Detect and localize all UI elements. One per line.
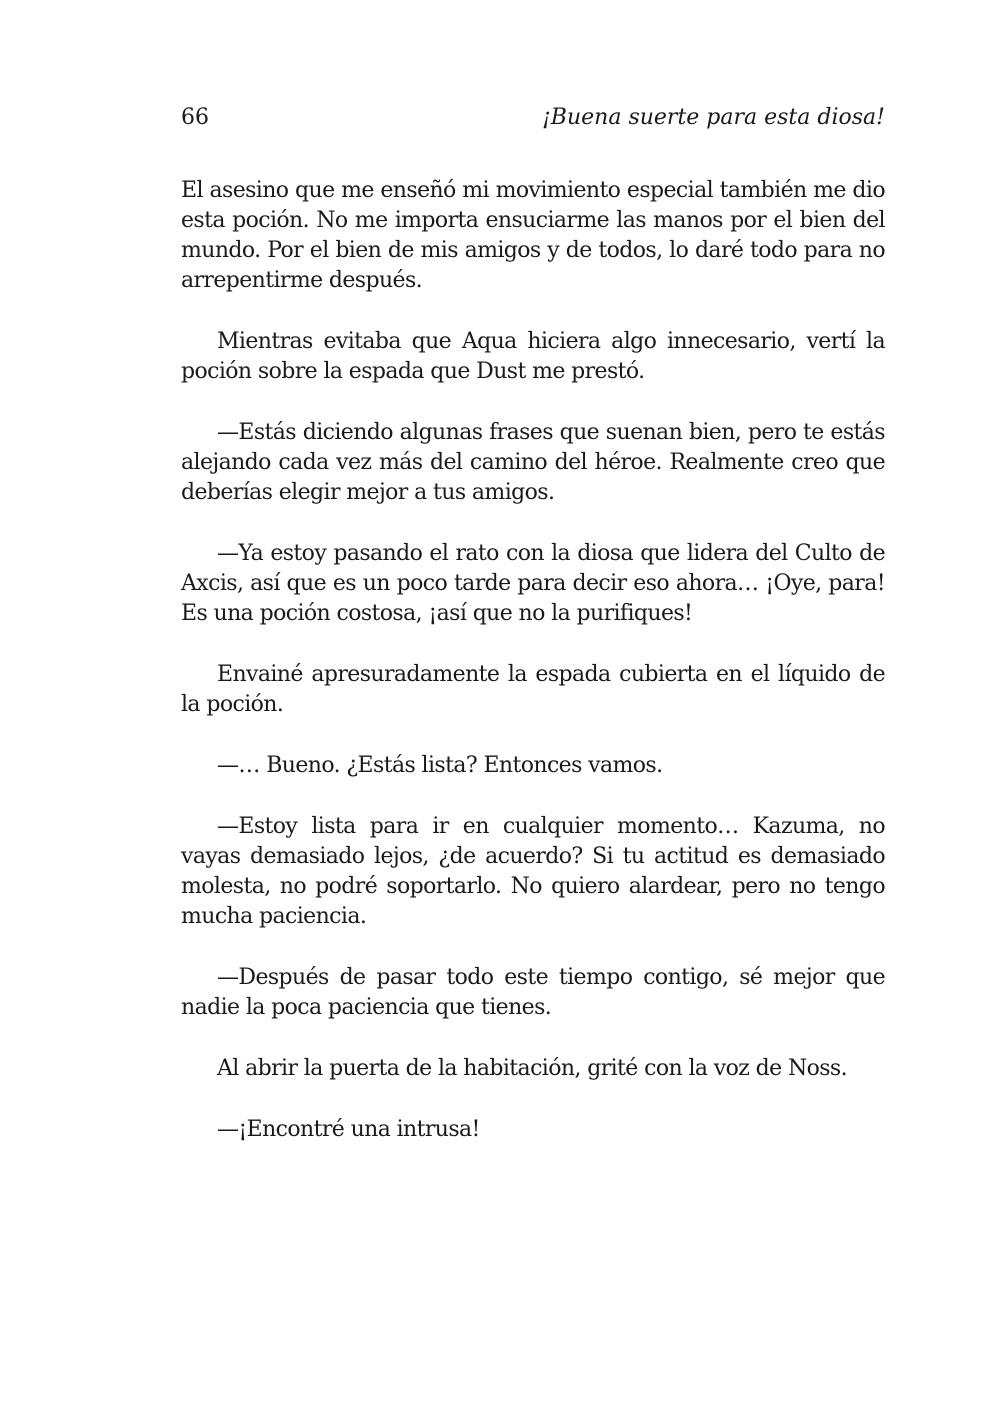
body-text: [181, 176, 885, 1176]
paragraph: —Ya estoy pasando el rato con la diosa que lidera del Culto de Axcis, así que es un poco tarde para decir eso ahora… ¡Oye, para! Es una poción costosa, ¡así que no la purifiques!: [181, 541, 885, 626]
paragraph: —Estás diciendo algunas frases que suenan bien, pero te estás alejando cada vez más del camino del héroe. Realmente creo que deberías elegir mejor a tus amigos.: [181, 420, 885, 505]
paragraph: —¡Encontré una intrusa!: [217, 1117, 480, 1142]
book-page: [181, 0, 885, 1418]
paragraph: —Estoy lista para ir en cualquier momento… Kazuma, no vayas demasiado lejos, ¿de acuerdo? Si tu actitud es demasiado molesta, no podré soportarlo. No quiero alardear, pero no tengo mucha paciencia.: [181, 814, 885, 929]
paragraph: Mientras evitaba que Aqua hiciera algo innecesario, vertí la poción sobre la espada que Dust me prestó.: [181, 329, 885, 384]
running-title: ¡Buena suerte para esta diosa!: [541, 105, 885, 130]
page-number: 66: [181, 105, 209, 130]
page-header: [181, 102, 885, 134]
paragraph: —… Bueno. ¿Estás lista? Entonces vamos.: [217, 753, 663, 778]
paragraph: Envainé apresuradamente la espada cubierta en el líquido de la poción.: [181, 662, 885, 717]
paragraph: —Después de pasar todo este tiempo contigo, sé mejor que nadie la poca paciencia que tienes.: [181, 965, 885, 1020]
paragraph: El asesino que me enseñó mi movimiento especial también me dio esta poción. No me importa ensuciarme las manos por el bien del mundo. Por el bien de mis amigos y de todos, lo daré todo para no arrepentirme después.: [181, 178, 885, 293]
paragraph: Al abrir la puerta de la habitación, grité con la voz de Noss.: [217, 1056, 848, 1081]
